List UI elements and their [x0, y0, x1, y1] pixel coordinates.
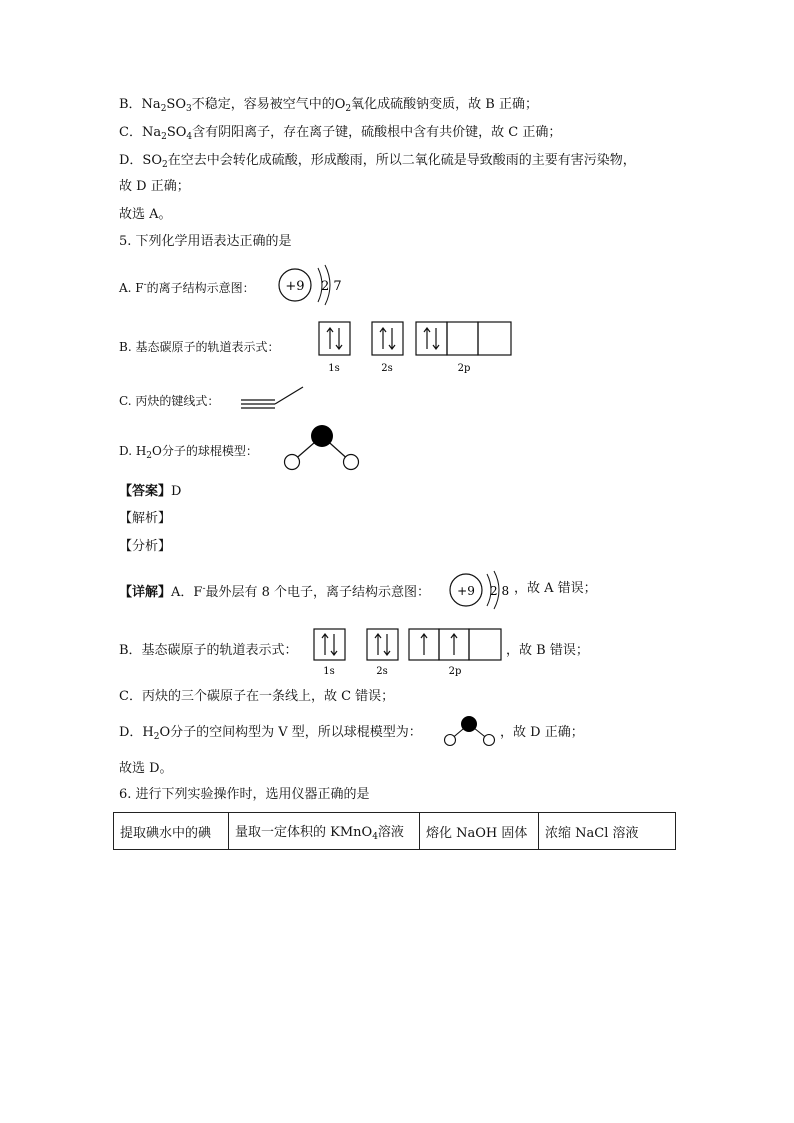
q5-option-c-propyne-diagram — [240, 384, 306, 414]
q4-option-d-cont: 故 D 正确； — [119, 179, 190, 194]
q6-cell-iodine-extraction: 提取碘水中的碘 — [114, 813, 229, 850]
q5-b-label-2s: 2s — [381, 363, 393, 374]
q5-b-label-2p: 2p — [457, 363, 471, 374]
q5-detail-b-orbital-diagram — [313, 628, 505, 680]
q5-detail-a: 【详解】A．F-最外层有 8 个电子，离子结构示意图： — [119, 584, 431, 600]
q5-option-d-label: D. $H_2O$分子的球棍模型： — [119, 444, 258, 461]
answer-tag: 【答案】 — [119, 484, 172, 499]
q5-detail-b-label-2p: 2p — [448, 666, 462, 677]
q4-option-b: B．$Na_2SO_3$不稳定，容易被空气中的$O_2$氧化成硫酸钠变质，故 B 正确； — [119, 97, 538, 114]
table-row — [114, 813, 676, 850]
q4-option-d: D．$SO_2$在空去中会转化成硫酸，形成酸雨，所以二氧化硫是导致酸雨的主要有害污染物， — [119, 153, 636, 170]
q5-detail-b-label-1s: 1s — [323, 666, 335, 677]
q5-a-shells-text: 2 7 — [321, 279, 342, 294]
q4-option-c: C．$Na_2SO_4$含有阴阳离子，存在离子键，硫酸根中含有共价键，故 C 正确； — [119, 125, 562, 142]
q5-detail-d-tail: ，故 D 正确； — [500, 725, 584, 740]
q5-detail-d-water-model — [441, 714, 499, 748]
q5-option-a-ion-diagram — [278, 264, 348, 310]
q5-conclusion: 故选 D。 — [119, 761, 173, 776]
q5-option-b-label: B. 基态碳原子的轨道表示式： — [119, 340, 280, 354]
q6-operations-table — [113, 812, 676, 850]
q5-detail-a-ion-diagram — [449, 569, 515, 613]
q5-option-c-label: C. 丙炔的键线式： — [119, 394, 220, 408]
q5-detail-a-tail: ，故 A 错误； — [514, 581, 597, 596]
q5-option-b-orbital-diagram — [318, 321, 518, 375]
q5-detail-c: C．丙炔的三个碳原子在一条线上，故 C 错误； — [119, 689, 395, 704]
q6-cell-melt-naoh: 熔化 NaOH 固体 — [420, 813, 539, 850]
q5-b-label-1s: 1s — [328, 363, 340, 374]
q5-answer: 【答案】D — [119, 484, 182, 499]
q5-a-nucleus-text: +9 — [285, 279, 305, 294]
q5-option-a-label: A. F-的离子结构示意图： — [119, 280, 255, 295]
q5-detail-a-shells-text: 2 8 — [490, 584, 510, 598]
q4-conclusion: 故选 A。 — [119, 207, 172, 222]
q6-cell-measure-kmno4: 量取一定体积的 KMnO$_4$溶液 — [229, 813, 420, 850]
q5-detail-b: B．基态碳原子的轨道表示式： — [119, 643, 298, 658]
q5-detail-d: D．$H_2O$分子的空间构型为 V 型，所以球棍模型为： — [119, 725, 422, 742]
q5-detail-b-label-2s: 2s — [376, 666, 388, 677]
q5-option-d-water-model — [282, 422, 364, 472]
q5-stem: 5. 下列化学用语表达正确的是 — [119, 234, 292, 249]
q5-fenxi-tag: 【分析】 — [119, 539, 172, 554]
q6-cell-concentrate-nacl: 浓缩 NaCl 溶液 — [539, 813, 676, 850]
q5-jiexi-tag: 【解析】 — [119, 511, 172, 526]
q6-stem: 6. 进行下列实验操作时，选用仪器正确的是 — [119, 787, 370, 802]
q5-detail-b-tail: ，故 B 错误； — [506, 643, 589, 658]
q5-detail-a-nucleus-text: +9 — [457, 584, 475, 598]
